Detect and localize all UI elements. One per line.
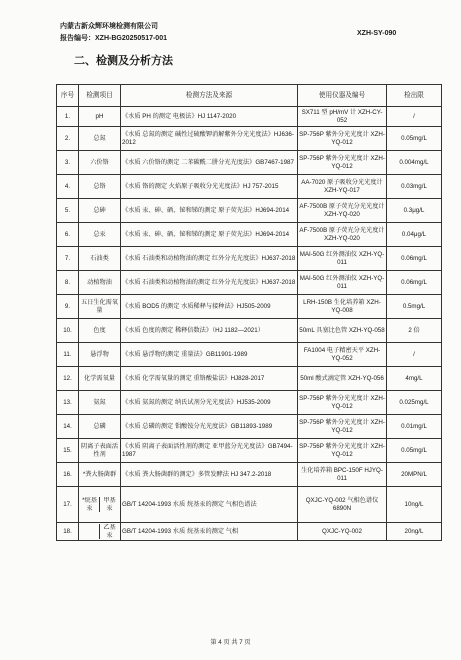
table-row xyxy=(57,107,442,127)
row-method: 《水质 BOD5 的测定 水质稀释与接种法》HJ505-2009 xyxy=(121,295,298,319)
row-item: 总汞 xyxy=(79,223,121,247)
alkyl-mercury-cell xyxy=(80,497,119,512)
row-item: 总磷 xyxy=(79,415,121,439)
row-method: 《水质 石油类和动植物油的测定 红外分光光度法》HJ637-2018 xyxy=(121,247,298,271)
table-row xyxy=(57,223,442,247)
row-no: 14. xyxy=(57,415,79,439)
row-no: 1. xyxy=(57,107,79,127)
row-limit: 0.05mg/L xyxy=(387,127,442,151)
row-limit: / xyxy=(387,343,442,367)
row-limit: 2 倍 xyxy=(387,319,442,343)
row-no: 4. xyxy=(57,175,79,199)
header-item: 检测项目 xyxy=(79,85,121,107)
header-method: 检测方法及来源 xyxy=(121,85,298,107)
row-no: 16. xyxy=(57,463,79,487)
table-row xyxy=(57,199,442,223)
row-instrument: AA-7020 原子吸收分光光度计 XZH-YQ-017 xyxy=(298,175,387,199)
row-limit: 4mg/L xyxy=(387,367,442,391)
row-item: *粪大肠菌群 xyxy=(79,463,121,487)
row-instrument: SP-756P 紫外分光光度计 XZH-YQ-012 xyxy=(298,127,387,151)
row-instrument: 生化培养箱 BPC-150F HJYQ-011 xyxy=(298,463,387,487)
row-instrument: FA1004 电子精密天平 XZH-YQ-052 xyxy=(298,343,387,367)
row-instrument: QXJC-YQ-002 气相色谱仪 6890N xyxy=(298,487,387,523)
row-limit: / xyxy=(387,107,442,127)
row-instrument: QXJC-YQ-002 xyxy=(298,523,387,541)
row-no: 7. xyxy=(57,247,79,271)
header-instrument: 使用仪器及编号 xyxy=(298,85,387,107)
row-no: 3. xyxy=(57,151,79,175)
row-instrument: SP-756P 紫外分光光度计 XZH-YQ-012 xyxy=(298,439,387,463)
row-instrument: LRH-150B 生化培养箱 XZH-YQ-008 xyxy=(298,295,387,319)
row-limit: 0.06mg/L xyxy=(387,247,442,271)
row-method: 《水质 阴离子表面活性剂的测定 亚甲蓝分光光度法》GB7494-1987 xyxy=(121,439,298,463)
row-limit: 0.06mg/L xyxy=(387,271,442,295)
company-name: 内蒙古新众辉环境检测有限公司 xyxy=(60,23,158,30)
row-limit: 20MPN/L xyxy=(387,463,442,487)
row-item: 五日生化需氧量 xyxy=(79,295,121,319)
row-instrument: AF-7500B 原子荧光分光光度计 XZH-YQ-020 xyxy=(298,223,387,247)
row-method: 《水质 石油类和动植物油的测定 红外分光光度法》HJ637-2018 xyxy=(121,271,298,295)
row-item: *烷基汞 xyxy=(82,496,97,512)
row-instrument: 50ml 酸式滴定管 XZH-YQ-056 xyxy=(298,367,387,391)
row-item: 六价铬 xyxy=(79,151,121,175)
report-number-label: 报告编号： xyxy=(60,35,95,42)
row-limit: 0.5mg/L xyxy=(387,295,442,319)
row-limit: 0.04μg/L xyxy=(387,223,442,247)
table-row xyxy=(57,343,442,367)
row-instrument: SP-756P 紫外分光光度计 XZH-YQ-012 xyxy=(298,391,387,415)
row-item: 总氮 xyxy=(79,127,121,151)
row-item: 氨氮 xyxy=(79,391,121,415)
row-item: 化学需氧量 xyxy=(79,367,121,391)
row-limit: 0.004mg/L xyxy=(387,151,442,175)
row-item: 动植物油 xyxy=(79,271,121,295)
row-method: 《水质 悬浮物的测定 重量法》GB11901-1989 xyxy=(121,343,298,367)
row-no: 17. xyxy=(57,487,79,523)
section-title: 二、检测及分析方法 xyxy=(74,55,173,67)
row-limit: 0.03mg/L xyxy=(387,175,442,199)
row-method: GB/T 14204-1993 水质 烷基汞的测定 气相 xyxy=(121,523,298,541)
table-row xyxy=(57,271,442,295)
row-method: 《水质 色度的测定 稀释倍数法》（HJ 1182—2021） xyxy=(121,319,298,343)
row-no: 2. xyxy=(57,127,79,151)
row-no: 15. xyxy=(57,439,79,463)
row-method: 《水质 总氮的测定 碱性过硫酸钾消解紫外分光光度法》HJ636-2012 xyxy=(121,127,298,151)
row-limit: 0.3μg/L xyxy=(387,199,442,223)
row-item xyxy=(79,487,121,523)
row-limit: 10ng/L xyxy=(387,487,442,523)
row-method: 《水质 粪大肠菌群的测定》多管发酵法 HJ 347.2-2018 xyxy=(121,463,298,487)
page-footer: 第 4 页 共 7 页 xyxy=(210,639,251,646)
row-instrument: SP-756P 紫外分光光度计 XZH-YQ-012 xyxy=(298,151,387,175)
report-number xyxy=(60,33,167,43)
row-method: 《水质 汞、砷、硒、铋和锑的测定 原子荧光法》HJ694-2014 xyxy=(121,223,298,247)
row-instrument: MAI-50G 红外测油仪 XZH-YQ-011 xyxy=(298,271,387,295)
row-item: 石油类 xyxy=(79,247,121,271)
table-row xyxy=(57,487,442,523)
row-method: 《水质 铬的测定 火焰原子吸收分光光度法》HJ 757-2015 xyxy=(121,175,298,199)
table-row xyxy=(57,319,442,343)
row-method: 《水质 六价铬的测定 二苯碳酰二肼分光光度法》GB7467-1987 xyxy=(121,151,298,175)
row-no: 18. xyxy=(57,523,79,541)
row-instrument: AF-7500B 原子荧光分光光度计 XZH-YQ-020 xyxy=(298,199,387,223)
row-no: 8. xyxy=(57,271,79,295)
row-method: GB/T 14204-1993 水质 烷基汞的测定 气相色谱法 xyxy=(121,487,298,523)
row-no: 6. xyxy=(57,223,79,247)
row-no: 9. xyxy=(57,295,79,319)
row-no: 13. xyxy=(57,391,79,415)
document-code: XZH-SY-090 xyxy=(357,30,397,37)
row-limit: 20ng/L xyxy=(387,523,442,541)
row-limit: 0.025mg/L xyxy=(387,391,442,415)
report-number-value: XZH-BG20250517-001 xyxy=(95,35,167,42)
table-row xyxy=(57,523,442,541)
table-row xyxy=(57,415,442,439)
row-method: 《水质 PH 的测定 电极法》HJ 1147-2020 xyxy=(121,107,298,127)
row-no: 10. xyxy=(57,319,79,343)
row-sub-item: 甲基汞 xyxy=(100,497,120,512)
row-instrument: MAI-50G 红外测油仪 XZH-YQ-011 xyxy=(298,247,387,271)
table-row xyxy=(57,247,442,271)
table-row xyxy=(57,151,442,175)
row-no: 11. xyxy=(57,343,79,367)
ethyl-mercury-cell xyxy=(80,524,119,539)
row-sub-item: 乙基汞 xyxy=(100,524,120,539)
row-method: 《水质 化学需氧量的测定 重铬酸盐法》HJ828-2017 xyxy=(121,367,298,391)
table-row xyxy=(57,367,442,391)
row-item: pH xyxy=(79,107,121,127)
row-item: 总铬 xyxy=(79,175,121,199)
row-instrument: SX711 型 pH/mV 计 XZH-CY-052 xyxy=(298,107,387,127)
row-no: 12. xyxy=(57,367,79,391)
row-method: 《水质 汞、砷、硒、铋和锑的测定 原子荧光法》HJ694-2014 xyxy=(121,199,298,223)
table-header-row xyxy=(57,85,442,107)
table-row xyxy=(57,127,442,151)
header-no: 序号 xyxy=(57,85,79,107)
row-limit: 0.01mg/L xyxy=(387,415,442,439)
table-row xyxy=(57,439,442,463)
row-item: 阴离子表面活性剂 xyxy=(79,439,121,463)
table-row xyxy=(57,463,442,487)
table-row xyxy=(57,175,442,199)
table-row xyxy=(57,295,442,319)
methods-table xyxy=(56,84,442,541)
row-item: 色度 xyxy=(79,319,121,343)
row-method: 《水质 氨氮的测定 纳氏试剂分光光度法》HJ535-2009 xyxy=(121,391,298,415)
table-row xyxy=(57,391,442,415)
row-instrument: 50mL 具塞比色管 XZH-YQ-058 xyxy=(298,319,387,343)
row-no: 5. xyxy=(57,199,79,223)
header-limit: 检出限 xyxy=(387,85,442,107)
row-item: 总砷 xyxy=(79,199,121,223)
row-item: 悬浮物 xyxy=(79,343,121,367)
row-instrument: SP-756P 紫外分光光度计 XZH-YQ-012 xyxy=(298,415,387,439)
row-limit: 0.05mg/L xyxy=(387,439,442,463)
row-method: 《水质 总磷的测定 钼酸铵分光光度法》GB11893-1989 xyxy=(121,415,298,439)
row-item xyxy=(79,523,121,541)
